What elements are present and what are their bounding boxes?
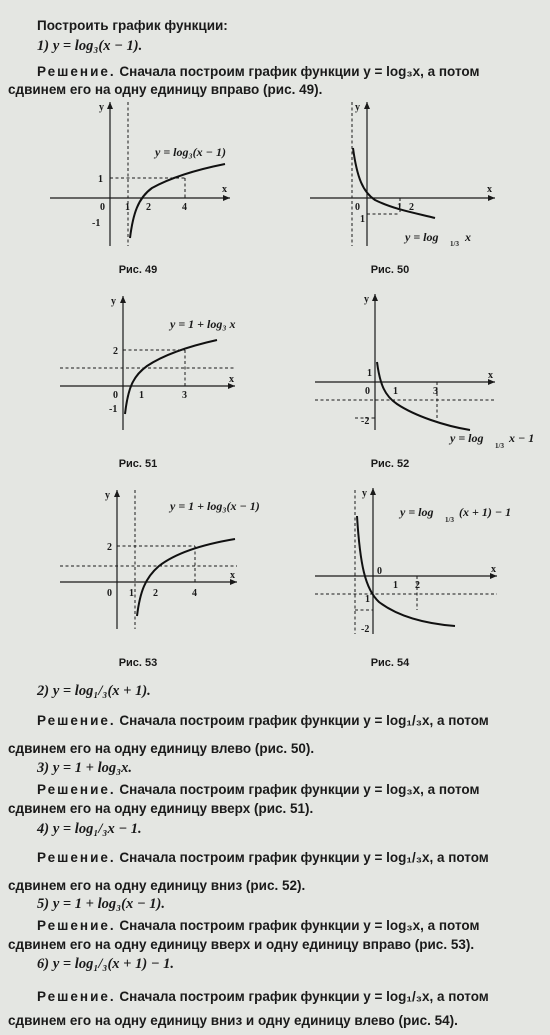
figure-formula: y = 1 + log₃(x − 1) — [170, 499, 260, 513]
item4-solution — [37, 850, 550, 865]
y-axis-label: y — [105, 490, 110, 501]
tick-label: 1 — [98, 174, 103, 185]
x-axis-label: x — [491, 564, 496, 575]
formula-base: 1/3 — [450, 240, 459, 248]
figure-caption: Рис. 50 — [370, 264, 410, 276]
item4-label: 4) — [37, 821, 50, 837]
function-curve — [137, 539, 235, 616]
item3-label: 3) — [37, 760, 50, 776]
item1-header — [37, 38, 550, 55]
item2-label: 2) — [37, 683, 50, 699]
function-curve — [130, 164, 225, 238]
x-axis-label: x — [230, 570, 235, 581]
item2-solution-line2: сдвинем его на одну единицу влево (рис. 50). — [8, 741, 315, 756]
tick-label: 1 — [393, 580, 398, 591]
tick-label: 1 — [125, 202, 130, 213]
solution-word: Решение. — [37, 64, 116, 79]
figure-52 — [305, 290, 550, 455]
function-curve — [353, 148, 435, 218]
x-axis-label: x — [487, 184, 492, 195]
figure-formula: y = log — [450, 431, 484, 445]
solution-text: Сначала построим график функции y = log₁/₃x, а потом — [119, 989, 489, 1004]
tick-label: 0 — [355, 202, 360, 213]
tick-label: 1 — [367, 368, 372, 379]
item3-solution-line2: сдвинем его на одну единицу вверх (рис. 51). — [8, 801, 314, 816]
figure-50 — [305, 96, 505, 261]
function-curve — [377, 362, 470, 430]
item2-solution — [37, 713, 550, 728]
tick-label: 2 — [409, 202, 414, 213]
figure-caption: Рис. 51 — [118, 458, 158, 470]
task-title: Построить график функции: — [37, 18, 228, 33]
item6-label: 6) — [37, 956, 50, 972]
figure-49 — [40, 96, 240, 261]
tick-label: 1 — [360, 214, 365, 225]
item2-header — [37, 683, 550, 700]
item6-solution-line2: сдвинем его на одну единицу вниз и одну единицу влево (рис. 54). — [8, 1013, 458, 1028]
figure-formula: y = log — [400, 505, 434, 519]
item1-formula: y = log₃(x − 1). — [52, 38, 143, 54]
figure-formula: y = log₃(x − 1) — [155, 145, 226, 159]
figure-caption: Рис. 52 — [370, 458, 410, 470]
y-axis-label: y — [111, 296, 116, 307]
x-axis-arrow — [223, 195, 230, 201]
tick-label: -1 — [92, 218, 101, 229]
tick-label: 1 — [365, 594, 370, 605]
function-curve — [125, 340, 217, 414]
tick-label: 2 — [153, 588, 158, 599]
solution-text: Сначала построим график функции y = log₃x, а потом — [119, 782, 480, 797]
item4-solution-line2: сдвинем его на одну единицу вниз (рис. 52). — [8, 878, 306, 893]
y-axis-arrow — [372, 294, 378, 301]
solution-text: Сначала построим график функции y = log₁/₃x, а потом — [119, 850, 489, 865]
x-axis-label: x — [222, 184, 227, 195]
item1-solution-line2: сдвинем его на одну единицу вправо (рис. 49). — [8, 82, 323, 97]
y-axis-label: y — [99, 102, 104, 113]
item1-label: 1) — [37, 38, 50, 54]
y-axis-label: y — [364, 294, 369, 305]
tick-label: 2 — [415, 580, 420, 591]
y-axis-label: y — [362, 488, 367, 499]
y-axis-arrow — [364, 102, 370, 109]
formula-base: 1/3 — [445, 516, 454, 524]
y-axis-arrow — [120, 296, 126, 303]
item5-formula: y = 1 + log₃(x − 1). — [52, 896, 165, 912]
figure-caption: Рис. 49 — [118, 264, 158, 276]
item3-formula: y = 1 + log₃x. — [52, 760, 133, 776]
item3-solution — [37, 782, 550, 797]
formula-tail: x − 1 — [509, 431, 535, 445]
tick-label: 0 — [365, 386, 370, 397]
tick-label: 3 — [182, 390, 187, 401]
tick-label: 2 — [107, 542, 112, 553]
solution-text: Сначала построим график функции y = log₃x, а потом — [119, 64, 480, 79]
formula-tail: x — [465, 230, 471, 244]
item4-formula: y = log₁/₃x − 1. — [52, 821, 142, 837]
figure-53 — [55, 484, 295, 649]
tick-label: 3 — [433, 386, 438, 397]
tick-label: 1 — [393, 386, 398, 397]
x-axis-label: x — [488, 370, 493, 381]
item1-solution — [37, 64, 550, 79]
tick-label: 1 — [397, 202, 402, 213]
y-axis-arrow — [370, 488, 376, 495]
solution-text: Сначала построим график функции y = log₁/₃x, а потом — [119, 713, 489, 728]
y-axis-label: y — [355, 102, 360, 113]
tick-label: 0 — [377, 566, 382, 577]
item6-header — [37, 956, 550, 973]
item5-solution — [37, 918, 550, 933]
item6-formula: y = log₁/₃(x + 1) − 1. — [52, 956, 175, 972]
tick-label: -2 — [361, 624, 370, 635]
tick-label: -2 — [361, 416, 370, 427]
x-axis-label: x — [229, 374, 234, 385]
y-axis-arrow — [114, 490, 120, 497]
item5-header — [37, 896, 550, 913]
tick-label: 1 — [129, 588, 134, 599]
tick-label: 0 — [100, 202, 105, 213]
formula-tail: (x + 1) − 1 — [459, 505, 512, 519]
figure-51 — [55, 290, 255, 455]
tick-label: -1 — [109, 404, 118, 415]
solution-word: Решение. — [37, 713, 116, 728]
figure-formula: y = 1 + log₃ x — [170, 317, 236, 331]
figure-formula: y = log — [405, 230, 439, 244]
solution-word: Решение. — [37, 989, 116, 1004]
item5-label: 5) — [37, 896, 50, 912]
figure-caption: Рис. 54 — [370, 657, 410, 669]
tick-label: 0 — [107, 588, 112, 599]
tick-label: 2 — [146, 202, 151, 213]
item4-header — [37, 821, 550, 838]
solution-word: Решение. — [37, 782, 116, 797]
item5-solution-line2: сдвинем его на одну единицу вверх и одну единицу вправо (рис. 53). — [8, 937, 475, 952]
solution-text: Сначала построим график функции y = log₃x, а потом — [119, 918, 480, 933]
formula-base: 1/3 — [495, 442, 504, 450]
tick-label: 4 — [192, 588, 197, 599]
tick-label: 2 — [113, 346, 118, 357]
tick-label: 4 — [182, 202, 187, 213]
item2-formula: y = log₁/₃(x + 1). — [52, 683, 151, 699]
solution-word: Решение. — [37, 850, 116, 865]
item3-header — [37, 760, 550, 777]
y-axis-arrow — [107, 102, 113, 109]
tick-label: 0 — [113, 390, 118, 401]
item6-solution — [37, 989, 550, 1004]
figure-caption: Рис. 53 — [118, 657, 158, 669]
x-axis-arrow — [488, 195, 495, 201]
solution-word: Решение. — [37, 918, 116, 933]
tick-label: 1 — [139, 390, 144, 401]
figure-54 — [305, 484, 545, 649]
